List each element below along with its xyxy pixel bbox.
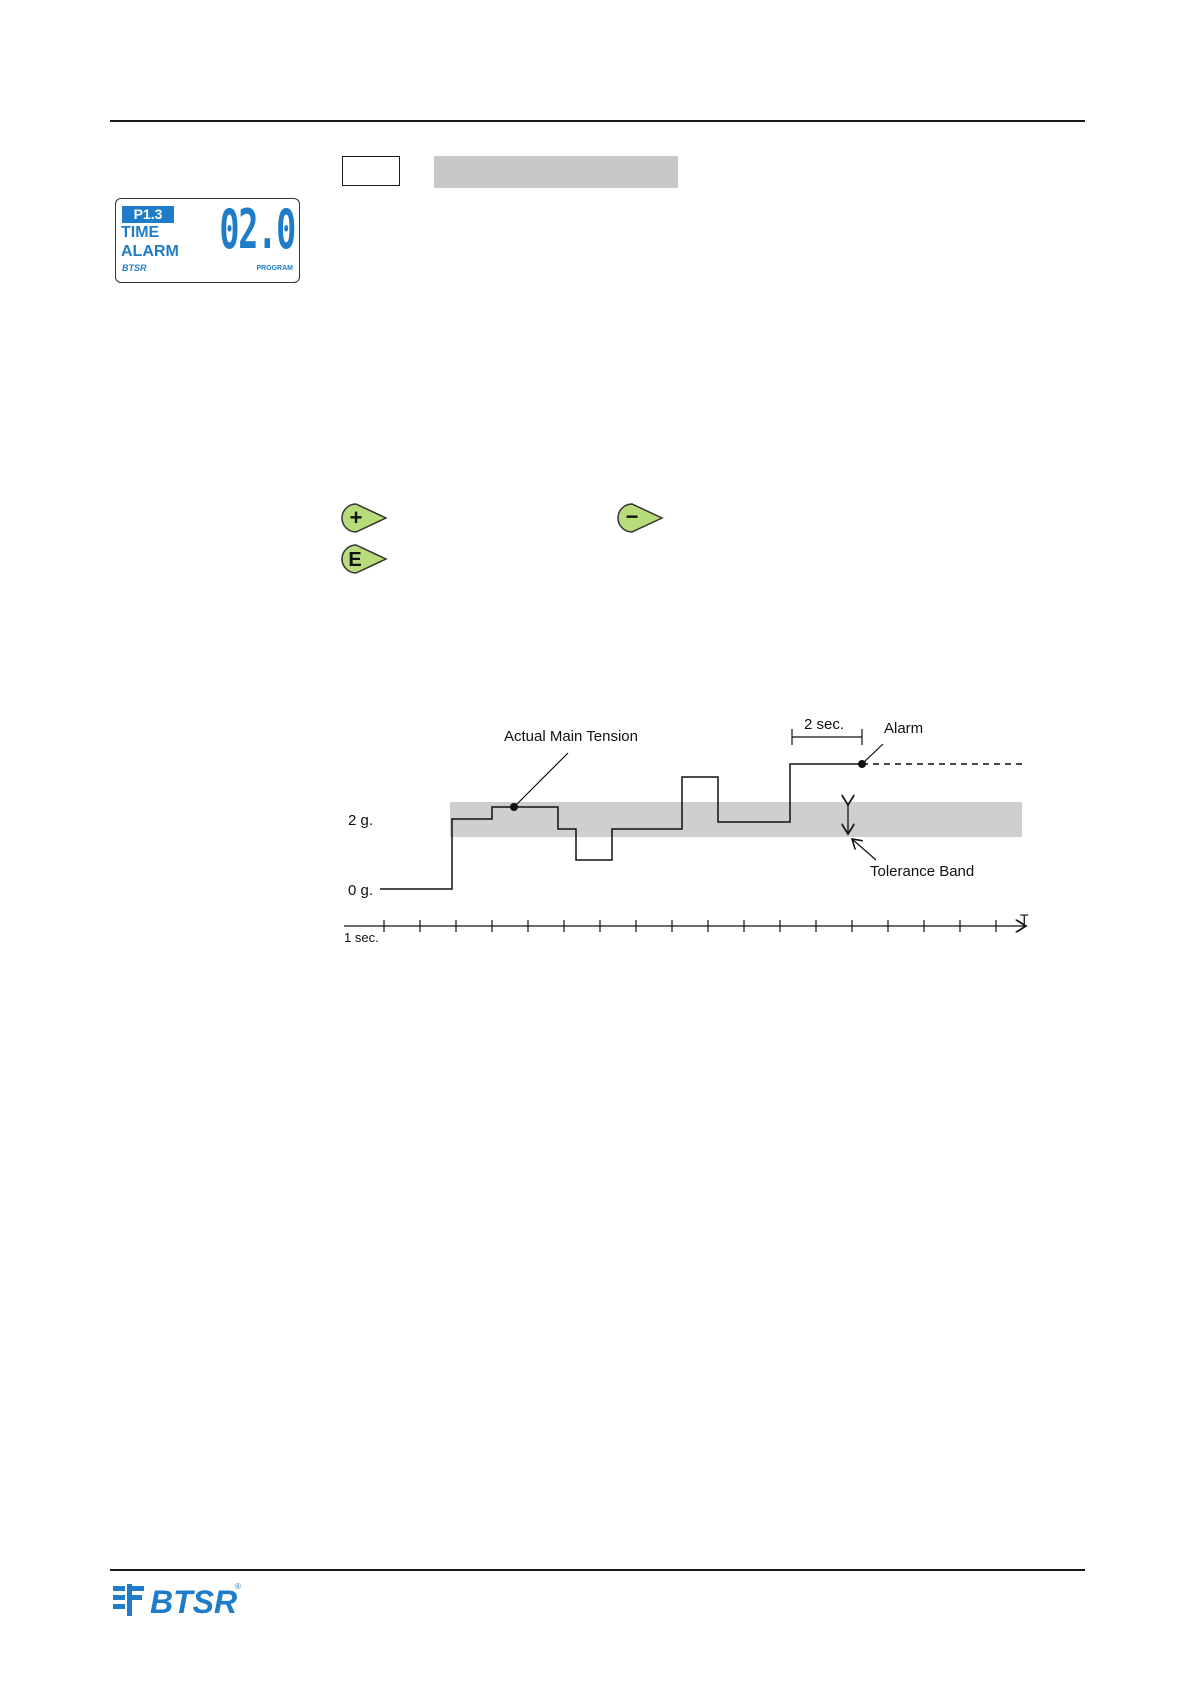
lcd-value: 02.0 <box>219 198 295 261</box>
lcd-label-line2: ALARM <box>121 243 179 260</box>
bottom-rule <box>110 1569 1085 1571</box>
section-number-box <box>342 156 400 186</box>
section-title-bar <box>434 156 678 188</box>
registered-mark: ® <box>235 1582 241 1591</box>
two-gram-label: 2 g. <box>348 812 374 829</box>
lcd-display <box>115 198 300 283</box>
time-axis-label: T <box>1020 911 1029 927</box>
actual-tension-leader <box>514 753 568 807</box>
actual-tension-label: Actual Main Tension <box>504 728 638 745</box>
enter-key-icon <box>340 543 388 575</box>
enter-key-label: E <box>348 549 362 571</box>
one-sec-label: 1 sec. <box>344 930 379 945</box>
btsr-logo <box>112 1580 244 1620</box>
logo-text: BTSR <box>150 1584 238 1620</box>
zero-gram-label: 0 g. <box>348 882 374 899</box>
lcd-program-label: PROGRAM <box>256 265 293 272</box>
minus-key-label: − <box>625 504 639 529</box>
tolerance-leader <box>852 839 876 860</box>
lcd-parameter-code: P1.3 <box>122 206 174 223</box>
lcd-label-line1: TIME <box>121 224 160 241</box>
plus-key-icon <box>340 502 388 534</box>
alarm-label: Alarm <box>884 720 924 737</box>
tension-diagram <box>330 700 1050 950</box>
tolerance-band-label: Tolerance Band <box>870 863 975 880</box>
two-sec-label: 2 sec. <box>804 716 845 733</box>
plus-key-label: + <box>349 505 363 530</box>
alarm-leader <box>862 744 883 764</box>
lcd-brand: BTSR <box>122 263 147 273</box>
top-rule <box>110 120 1085 122</box>
minus-key-icon <box>616 502 664 534</box>
